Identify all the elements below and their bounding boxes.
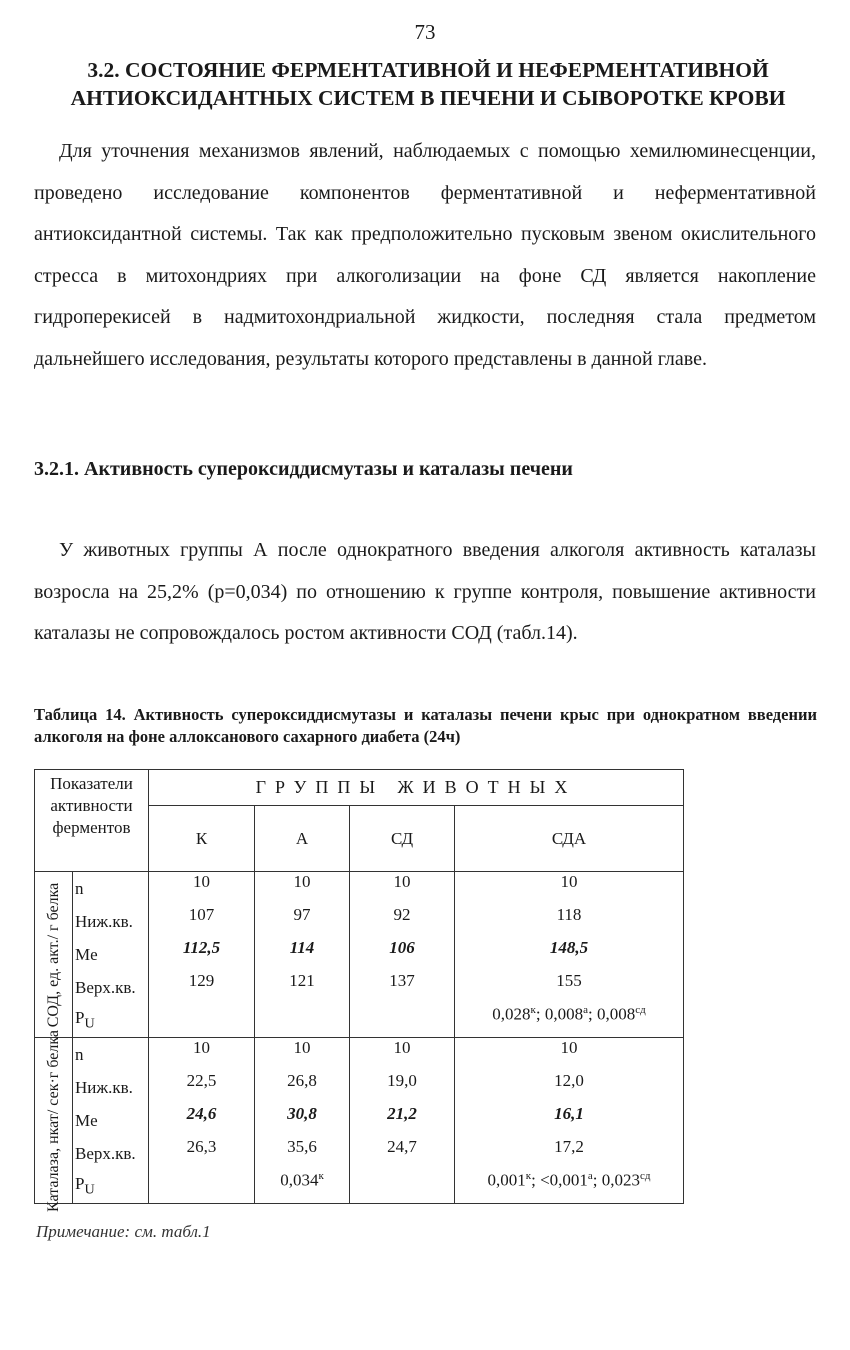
sod-lower-k: 107 [149, 905, 255, 938]
cat-n-a: 10 [255, 1038, 350, 1072]
table-caption: Таблица 14. Активность супероксиддисмутазы и каталазы печени крыс при однократном введении алкоголя на фоне аллоксанового сахарного диабета (24ч) [34, 705, 817, 746]
sod-upper-sda: 155 [455, 971, 684, 1004]
row-label-n: n [73, 872, 149, 906]
cat-p-sda: $0,001^к$; $<0,001^а$; $0,023^{сд}$ [455, 1170, 684, 1204]
col-header-sd: СД [350, 806, 455, 872]
sod-group-label-cell [35, 872, 73, 1038]
intro-paragraph: Для уточнения механизмов явлений, наблюдаемых с помощью хемилюминесценции, проведено исследование компонентов ферментативной и неферментативной антиоксидантной системы. Так как предположительно пусковым звеном окислительного стресса в митохондриях при алкоголизации на фоне СД является накопление гидроперекисей в надмитохондриальной жидкости, последняя стала предметом дальнейшего исследования, результаты которого представлены в данной главе. [34, 140, 816, 370]
row-label-lower-q: Ниж.кв. [73, 1071, 149, 1104]
row-label-pu [73, 1170, 149, 1204]
cat-upper-sda: 17,2 [455, 1137, 684, 1170]
cat-lower-k: 22,5 [149, 1071, 255, 1104]
catalase-group-label-cell [35, 1029, 73, 1212]
cat-p-a: $0,034^к$ [255, 1170, 350, 1204]
cat-me-sd: 21,2 [350, 1104, 455, 1137]
sod-n-sda: 10 [455, 872, 684, 906]
cat-lower-sda: 12,0 [455, 1071, 684, 1104]
cat-me-k: 24,6 [149, 1104, 255, 1137]
row-label-p: P [75, 1008, 85, 1028]
section-title-line1: 3.2. СОСТОЯНИЕ ФЕРМЕНТАТИВНОЙ И НЕФЕРМЕНТАТИВНОЙ [87, 58, 769, 82]
col-header-sda: СДА [455, 806, 684, 872]
sod-section [35, 872, 684, 1038]
results-paragraph: У животных группы А после однократного введения алкоголя активность каталазы возросла на 25,2% (p=0,034) по отношению к группе контроля, повышение активности каталазы не сопровождалось ростом активности СОД (табл.14). [34, 539, 816, 644]
section-title [38, 56, 818, 112]
row-label-p: P [75, 1174, 85, 1194]
enzyme-activity-table [34, 769, 684, 1212]
cat-n-sda: 10 [455, 1038, 684, 1072]
sod-n-a: 10 [255, 872, 350, 906]
sod-p-a [255, 1004, 350, 1038]
sod-me-sda: 148,5 [455, 938, 684, 971]
row-label-lower-q: Ниж.кв. [73, 905, 149, 938]
sod-upper-k: 129 [149, 971, 255, 1004]
row-label-pu [73, 1004, 149, 1038]
sod-me-a: 114 [255, 938, 350, 971]
row-label-upper-q: Верх.кв. [73, 971, 149, 1004]
sod-p-sda: $0,028^к$; $0,008^а$; $0,008^{сд}$ [455, 1004, 684, 1038]
sod-n-sd: 10 [350, 872, 455, 906]
row-label-me: Me [73, 938, 149, 971]
indicator-header: Показатели активности ферментов [35, 770, 149, 872]
col-header-k: К [149, 806, 255, 872]
sod-group-label: СОД, ед. акт./ г белка [44, 882, 62, 1027]
row-label-u: U [84, 1015, 95, 1032]
sod-me-sd: 106 [350, 938, 455, 971]
row-label-upper-q: Верх.кв. [73, 1137, 149, 1170]
cat-p-k [149, 1170, 255, 1204]
cat-upper-a: 35,6 [255, 1137, 350, 1170]
cat-lower-sd: 19,0 [350, 1071, 455, 1104]
sod-lower-a: 97 [255, 905, 350, 938]
table-note: Примечание: см. табл.1 [36, 1222, 211, 1241]
sod-me-k: 112,5 [149, 938, 255, 971]
sod-lower-sd: 92 [350, 905, 455, 938]
page-number: 73 [414, 20, 436, 44]
subsection-title: 3.2.1. Активность супероксиддисмутазы и каталазы печени [34, 458, 573, 480]
sod-lower-sda: 118 [455, 905, 684, 938]
cat-upper-k: 26,3 [149, 1137, 255, 1170]
cat-n-sd: 10 [350, 1038, 455, 1072]
cat-me-a: 30,8 [255, 1104, 350, 1137]
cat-me-sda: 16,1 [455, 1104, 684, 1137]
groups-header: ГРУППЫ ЖИВОТНЫХ [149, 770, 684, 806]
col-header-a: А [255, 806, 350, 872]
cat-upper-sd: 24,7 [350, 1137, 455, 1170]
sod-upper-a: 121 [255, 971, 350, 1004]
section-title-line2: АНТИОКСИДАНТНЫХ СИСТЕМ В ПЕЧЕНИ И СЫВОРОТКЕ КРОВИ [70, 86, 786, 110]
sod-p-sd [350, 1004, 455, 1038]
cat-n-k: 10 [149, 1038, 255, 1072]
sod-n-k: 10 [149, 872, 255, 906]
sod-upper-sd: 137 [350, 971, 455, 1004]
catalase-section [35, 1029, 684, 1212]
row-label-u: U [84, 1181, 95, 1198]
row-label-me: Me [73, 1104, 149, 1137]
sod-p-k [149, 1004, 255, 1038]
cat-p-sd [350, 1170, 455, 1204]
row-label-n: n [73, 1038, 149, 1072]
catalase-group-label: Каталаза, нкат/ сек·г белка [44, 1029, 62, 1212]
cat-lower-a: 26,8 [255, 1071, 350, 1104]
